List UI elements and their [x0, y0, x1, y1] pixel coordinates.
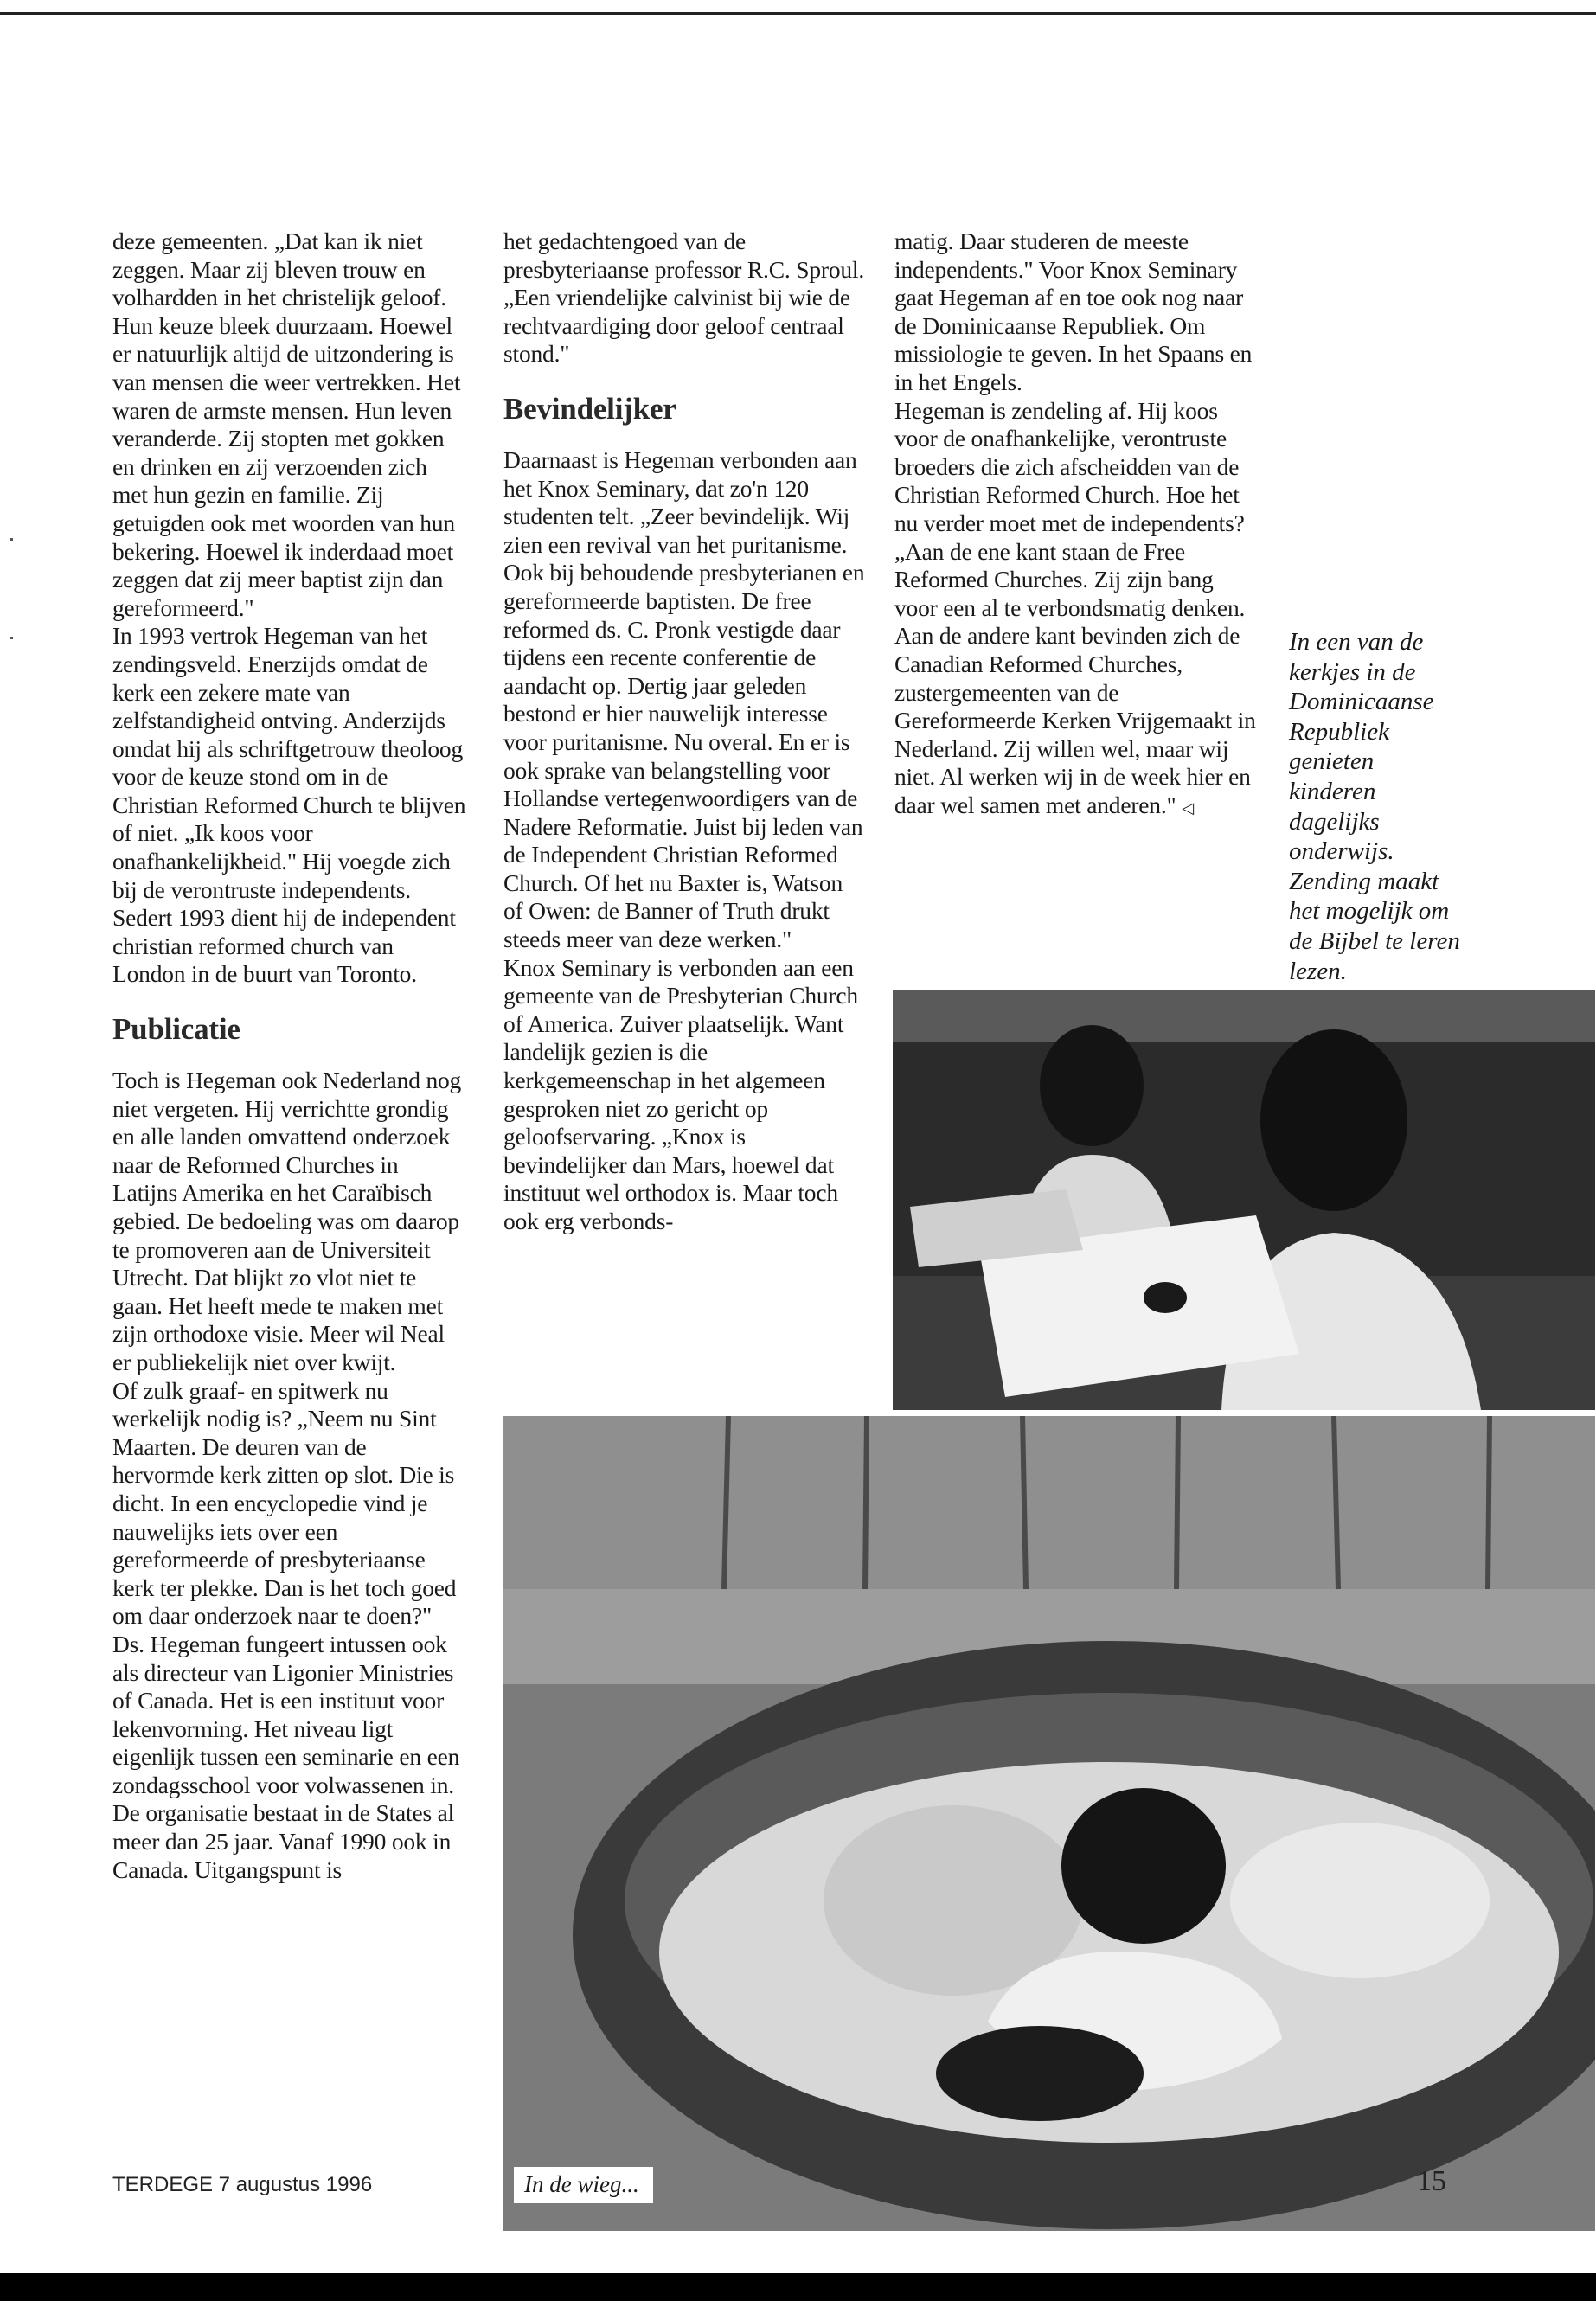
- scan-artifact: [10, 637, 13, 639]
- paragraph: Toch is Hegeman ook Nederland nog niet vergeten. Hij verrichtte grondig en alle landen omvattend onderzoek naar de Reformed Churches in Latijns Amerika en het Caraïbisch gebied. De bedoeling was om daarop te promoveren aan de Universiteit Utrecht. Dat blijkt zo vlot niet te gaan. Het heeft mede te maken met zijn orthodoxe visie. Meer wil Neal er publiekelijk niet over kwijt.: [112, 1067, 462, 1375]
- bottom-scan-border: [0, 2273, 1596, 2301]
- paragraph: Knox Seminary is verbonden aan een gemeente van de Presbyterian Church of America. Zuiver plaatselijk. Want landelijk gezien is die kerkgemeenschap in het algemeen gesproken niet zo gericht op geloofservaring. „Knox is bevindelijker dan Mars, hoewel dat instituut wel orthodox is. Maar toch ook erg verbonds-: [503, 953, 858, 1234]
- page-number: 15: [1417, 2165, 1446, 2197]
- paragraph: Of zulk graaf- en spitwerk nu werkelijk nodig is? „Neem nu Sint Maarten. De deuren van de hervormde kerk zitten op slot. Die is dicht. In een encyclopedie vind je nauwelijks iets over een gereformeerde of presbyteriaanse kerk ter plekke. Dan is het toch goed om daar onderzoek naar te doen?": [112, 1376, 457, 1630]
- article-column-3: [894, 228, 1258, 823]
- footer-publication: TERDEGE 7 augustus 1996: [112, 2173, 373, 2196]
- paragraph: matig. Daar studeren de meeste independents." Voor Knox Seminary gaat Hegeman af en toe ook nog naar de Dominicaanse Republiek. Om missiologie te geven. In het Spaans en in het Engels.: [894, 228, 1253, 395]
- paragraph: In 1993 vertrok Hegeman van het zendingsveld. Enerzijds omdat de kerk een zekere mate van zelfstandigheid ontving. Anderzijds omdat hij als schriftgetrouw theoloog voor de keuze stond om in de Christian Reformed Church te blijven of niet. „Ik koos voor onafhankelijkheid." Hij voegde zich bij de verontruste independents. Sedert 1993 dient hij de independent christian reformed church van London in de buurt van Toronto.: [112, 622, 466, 988]
- top-rule: [0, 12, 1596, 15]
- article-column-2: [503, 228, 867, 1236]
- paragraph: deze gemeenten. „Dat kan ik niet zeggen. Maar zij bleven trouw en volhardden in het christelijk geloof. Hun keuze bleek duurzaam. Hoewel er natuurlijk altijd de uitzondering is van mensen die weer vertrekken. Het waren de armste mensen. Hun leven veranderde. Zij stopten met gokken en drinken en zij verzoenden zich met hun gezin en familie. Zij getuigden ook met woorden van hun bekering. Hoewel ik inderdaad moet zeggen dat zij meer baptist zijn dan gereformeerd.": [112, 228, 461, 621]
- paragraph: Daarnaast is Hegeman verbonden aan het Knox Seminary, dat zo'n 120 studenten telt. „Zeer bevindelijk. Wij zien een revival van het puritanisme. Ook bij behoudende presbyterianen en gereformeerde baptisten. De free reformed ds. C. Pronk vestigde daar tijdens een recente conferentie de aandacht op. Dertig jaar geleden bestond er hier nauwelijk interesse voor puritanisme. Nu overal. En er is ook sprake van belangstelling voor Hollandse vertegenwoordigers van de Nadere Reformatie. Juist bij leden van de Independent Christian Reformed Church. Of het nu Baxter is, Watson of Owen: de Banner of Truth drukt steeds meer van deze werken.": [503, 445, 865, 953]
- heading-publicatie: Publicatie: [112, 1012, 240, 1047]
- paragraph-text: Hegeman is zendeling af. Hij koos voor de onafhankelijke, verontruste broeders die zich afscheidden van de Christian Reformed Church. Hoe het nu verder moet met de independents? „Aan de ene kant staan de Free Reformed Churches. Zij zijn bang voor een al te verbondsmatig denken. Aan de andere kant bevinden zich de Canadian Reformed Churches, zustergemeenten van de Gereformeerde Kerken Vrijgemaakt in Nederland. Zij willen wel, maar wij niet. Al werken wij in de week hier en daar wel samen met anderen.": [894, 396, 1256, 818]
- end-of-article-icon: ◁: [1182, 798, 1194, 817]
- side-caption: In een van de kerkjes in de Dominicaanse Republiek genieten kinderen dagelijks onderwijs. Zending maakt het mogelijk om de Bijbel te leren lezen.: [1289, 628, 1460, 985]
- photo-baby-in-basin: [503, 1416, 1595, 2231]
- photo-children-classroom-illustration: [893, 990, 1595, 1410]
- paragraph: het gedachtengoed van de presbyteriaanse professor R.C. Sproul. „Een vriendelijke calvinist bij wie de rechtvaardiging door geloof centraal stond.": [503, 228, 865, 368]
- photo-caption: In de wieg...: [514, 2167, 653, 2203]
- heading-bevindelijker: Bevindelijker: [503, 391, 676, 426]
- paragraph: Ds. Hegeman fungeert intussen ook als directeur van Ligonier Ministries of Canada. Het is een instituut voor lekenvorming. Het niveau ligt eigenlijk tussen een seminarie en een zondagsschool voor volwassenen in. De organisatie bestaat in de States al meer dan 25 jaar. Vanaf 1990 ook in Canada. Uitgangspunt is: [112, 1630, 460, 1883]
- photo-children-classroom: [893, 990, 1595, 1410]
- photo-baby-in-basin-illustration: [503, 1416, 1595, 2231]
- scan-artifact: [10, 538, 13, 541]
- paragraph: [894, 397, 1258, 824]
- article-column-1: [112, 228, 467, 1884]
